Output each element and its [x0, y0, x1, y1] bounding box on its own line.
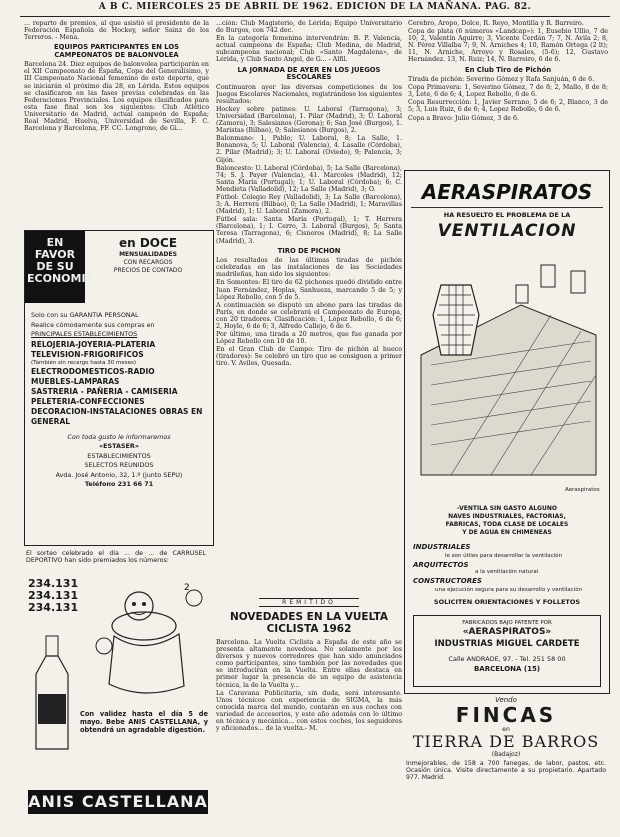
aer-caption: Aeraspiratos — [565, 487, 600, 493]
aer-title: AERASPIRATOS — [411, 177, 603, 208]
column-1 — [24, 20, 209, 226]
col2-p10: A continuación se disputó un abono para las tiradas de París, en donde se celebrará el Campeonato de Europa, con 20 tiradores. Clasificación: 1, López Rebollo, 6 de 6; 2, Hoyle, 6 de 6; 3, Alfredo Callejo, 6 de 6. — [216, 301, 402, 330]
ad-mensualidades: MENSUALIDADES — [119, 251, 177, 258]
col2-p3: Hockey sobre patines: U. Laboral (Tarragona), 3; Universidad (Barcelona), 1. Pilar (Madrid), 3; U. Laboral (Zamora), 3; Salesianos (Gerona); 6; San José (Burgos), 1. Maristas (Bilbao), 0; Salesianos (Burgos), 2. — [216, 105, 402, 135]
ad-estab: ESTABLECIMIENTOS — [87, 451, 151, 460]
col2-top: ...ción: Club Magisterio, de Lérida; Equipo Universitario de Burgos, con 742 dec. — [216, 20, 402, 35]
aer-subtitle: HA RESUELTO EL PROBLEMA DE LA — [443, 211, 571, 219]
anis-intro: El sorteo celebrado el día ... de ... de CARRUSEL DEPORTIVO han sido premiados los números: — [26, 550, 206, 565]
ad-item: ELECTRODOMESTICOS-RADIO — [31, 366, 155, 376]
col3-p1: Copa de plata (6 números «Landcap»): 1, Eusebio Ullio, 7 de 10; 2, Valentín Aguirre; 3, Vicente Cerdán 7; 7, N. Avila 2; 8, N. Pérez Villalba 7; 9, N. Arniches 4; 10, Ramón Ortega (2 lt); 11, N. Arniche, Arroyo y Rosales, (5-6); 12, Gustavo Hernández. 13, N. Ruiz; 14, N. Barreiro, 6 de 6. — [408, 28, 608, 64]
page-header: A B C. MIERCOLES 25 DE ABRIL DE 1962. EDICION DE LA MAÑANA. PAG. 82. — [20, 2, 610, 17]
ad-intro1: Solo con su GARANTIA PERSONAL — [31, 311, 139, 319]
col1-heading: EQUIPOS PARTICIPANTES EN LOS CAMPEONATOS DE BALONVOLEA — [53, 43, 180, 59]
ad-precios: PRECIOS DE CONTADO — [113, 267, 183, 274]
bottle-illustration — [28, 634, 78, 754]
factory-roof-illustration — [411, 245, 601, 485]
ad-en-doce: en DOCE — [118, 236, 178, 250]
fincas-tierra: TIERRA DE BARROS — [412, 732, 600, 751]
ad-estaser — [24, 230, 214, 546]
ad-item: SASTRERIA - PAÑERIA - CAMISERIA — [31, 386, 178, 396]
aer-note2: a la ventilación natural — [475, 569, 539, 575]
aer-city: BARCELONA (15) — [473, 665, 541, 673]
aer-line: FABRICAS, TODA CLASE DE LOCALES — [445, 521, 569, 528]
aer-solicite: SOLICITEN ORIENTACIONES Y FOLLETOS — [433, 598, 581, 606]
remitido-label: REMITIDO — [259, 598, 359, 607]
svg-text:2: 2 — [184, 583, 190, 593]
col3-top: Cerebro, Aropo, Dolce, R. Reyo, Montilla y R. Barreiro. — [408, 20, 584, 27]
anis-number: 234.131 — [28, 577, 79, 590]
aer-fab: FABRICADOS BAJO PATENTE POR — [462, 620, 552, 626]
aer-industriales: INDUSTRIALES — [413, 543, 471, 551]
aer-constructores: CONSTRUCTORES — [413, 577, 482, 585]
col2-p5: Baloncesto: U. Laboral (Córdoba), 5; La Salle (Barcelona), 74; S. J. Payer (Valencia), 41. Marcoles (Madrid), 12; Santa María (Portugal); 1; U. Laboral (Córdoba); 6; C. Mendieta (Valladolid), 12; La Salle (Madrid), 3; O. — [216, 164, 402, 193]
ad-item: MUEBLES-LAMPARAS — [31, 376, 120, 386]
aer-ventilacion: VENTILACION — [437, 221, 577, 241]
aer-fab-co: INDUSTRIAS MIGUEL CARDETE — [434, 639, 580, 649]
aer-note3: una ejecución segura para su desarrollo y ventilación — [435, 587, 583, 593]
col2-p1: En la categoría femenina intervendrán: B. P. Valencia, actual campeona de España; Club Medina, de Madrid, subcampeona nacional; Club «Santo Magdalena», de Lérida, y Club Santo Angel, de G... - Alfil. — [216, 35, 402, 64]
anis-number: 234.131 — [28, 601, 79, 614]
col2-p12: En el Gran Club de Campo: Tiro de pichón al hueco (tiradores): Se celebró un tiro que se consiguen a primer tiro. V. Aviles, Quesada. — [216, 346, 402, 368]
col2-p11: Por último, una tirada a 20 metros, que fue ganada por López Rebollo con 10 de 10. — [216, 331, 402, 346]
ad-item: DECORACION-INSTALACIONES OBRAS EN GENERAL — [31, 406, 203, 426]
col3-p4: Copa Resurrección: 1, Javier Serrano, 5 de 6; 2, Blanco, 3 de 5; 3, Luis Ruiz, 6 de 6; 4, Lopez Rebollo, 6 de 6. — [408, 99, 608, 114]
ad-body — [31, 311, 207, 490]
column-3 — [408, 20, 608, 160]
ad-selectos: SELECTOS REUNIDOS — [84, 461, 154, 469]
ad-item: RELOJERIA-JOYERIA-PLATERIA — [31, 339, 156, 349]
remitido-p1: Barcelona. La Vuelta Ciclista a España de este año se presenta altamente novedosa. No solamente por los diversos y nuevos corredores que han sido anunciados como participantes, sino también por las novedades que se introducirán en la Vuelta. Entre ellas destaca en primer lugar la presencia de un equipo de asistencia técnica, la de la Vuelta y... — [216, 639, 402, 689]
ad-intro3: PRINCIPALES ESTABLECIMIENTOS — [31, 330, 138, 338]
anis-numbers — [28, 578, 78, 614]
aer-note1: le son útiles para desarrollar la ventilación — [445, 553, 563, 559]
fincas-text: Inmejorables, de 158 a 700 fanegas, de labor, pastos, etc. Ocasión única. Visite directamente a su propietario. Apartado 977. Madrid. — [406, 760, 606, 782]
remitido-article — [214, 596, 404, 810]
col2-p2: Continuaron ayer las diversas competiciones de los Juegos Escolares Nacionales, registrándose los siguientes resultados: — [216, 83, 402, 105]
remitido-title2: CICLISTA 1962 — [266, 623, 352, 635]
anis-brand: ANIS CASTELLANA — [28, 790, 208, 814]
ad-fincas — [404, 696, 608, 816]
ad-item: PELETERIA-CONFECCIONES — [31, 396, 145, 406]
ad-intro2: Realice cómodamente sus compras en — [31, 320, 155, 329]
col2-p6: Fútbol: Colegio Rey (Valladolid), 3; La Salle (Barcelona), 3; A. Herrera (Bilbao), 0; La Salle (Madrid), 1; Maravillas (Madrid), 1; U. Laboral (Zamora), 2. — [216, 193, 402, 216]
ad-phone: Teléfono 231 66 71 — [84, 480, 154, 488]
aer-address: Calle ANDRADE, 97. - Tel. 251 58 00 — [448, 655, 566, 663]
remitido-title1: NOVEDADES EN LA VUELTA — [229, 611, 389, 623]
aer-arquitectos: ARQUITECTOS — [413, 561, 469, 569]
ad-en-favor: EN FAVOR DE SU ECONOMIA — [25, 231, 85, 303]
anis-illustration — [84, 576, 209, 706]
col2-heading: LA JORNADA DE AYER EN LOS JUEGOS ESCOLARES — [237, 65, 381, 82]
col3-p5: Copa a Bravo: Julio Gómez, 3 de 6. — [408, 114, 520, 122]
ad-brand: «ESTASER» — [99, 442, 139, 450]
anis-validity: Con validez hasta el día 5 de mayo. Bebe ANIS CASTELLANA, y obtendrá un agradable digestión. — [80, 710, 208, 734]
col1-intro: ... reparto de premios, al que asistió el presidente de la Federación Española de Hockey, señor Sainz de los Terreros. - Mena. — [24, 20, 209, 42]
aer-line: Y DE AGUA EN CHIMENEAS — [462, 529, 552, 536]
aer-fab-name: «AERASPIRATOS» — [462, 627, 552, 637]
col3-heading: En Club Tiro de Pichón — [464, 65, 552, 74]
col2-p7: Fútbol sala: Santa María (Portugal), 1; T. Herrera (Barcelona), 1; I. Cerro, 3. Laboral (Burgos), 5; Santa Teresa (Tarragona), 6; Cisneros (Madrid), 8; La Salle (Madrid), 3. — [216, 216, 402, 245]
fincas-title: FINCAS — [455, 703, 557, 727]
col2-p4: Balonmano: 1, Pablo; U. Laboral, 8; La Salle, 1. Bonanova, 5; U. Laboral (Valencia), 4. Lasalle (Córdoba), 2. Pilar (Madrid); 3; U. Laboral (Oviedo), 9; Palencia, 3; Gijón. — [216, 135, 402, 164]
ad-item: TELEVISION-FRIGORIFICOS — [31, 349, 144, 359]
col2-p9: En Somontes: El tiro de 62 pichones quedó dividido entre Juan Fernández, Hoplas, Sanhueza, marcando 5 de 5; y López Rebollo, con 5 de 5. — [216, 279, 402, 301]
ad-info: Con toda gusto le informaremos — [67, 432, 171, 441]
col2-heading2: TIRO DE PICHON — [277, 246, 341, 255]
col3-p3: Copa Primavera: 1, Severino Gómez, 7 de 8; 2, Mallo, 8 de 8; 3, Lete, 6 de 6; 4, Lopez Rebollo, 6 de 6. — [408, 84, 608, 99]
col2-p8: Los resultados de las últimas tiradas de pichón celebradas en las instalaciones de las Sociedades madrileñas, han sido los siguientes: — [216, 257, 402, 279]
ad-anis-castellana — [24, 548, 212, 818]
ad-con-recargos: CON RECARGOS — [123, 259, 173, 266]
ad-aeraspiratos — [404, 170, 610, 694]
remitido-p2: La Caravana Publicitaria, sin duda, será interesante. Unos técnicos con experiencia de SIGMA, la más conocida marca del mundo, contarán en sus coches con variedad de accesorios, y este año además con lo último en técnica y mecánica... con estos coches, los seguidores y aficionados... de la vuelta.- M. — [216, 689, 402, 733]
fincas-vendo: Vendo — [495, 696, 517, 704]
col1-text: Barcelona 24. Diez equipos de balonvolea participarán en el XII Campeonato de España, Copa del Generalísimo, y III Campeonato Nacional femenino de este deporte, que se iniciarán el próximo día 28, en Lérida. Estos equipos se clasificaron en las fases previas celebradas en las Federaciones Provinciales. Los equipos clasificados para esta fase final son los siguientes: Club Atlético Universitario de Madrid, actual campeón de España; Real Madrid, Huelva, Universidad de Sevilla, F. C. Barcelona y Barcelona, FF. CC. Longrono, de Gi... — [24, 61, 209, 133]
aer-line: -VENTILA SIN GASTO ALGUNO — [457, 505, 557, 512]
aer-line: NAVES INDUSTRIALES, FACTORIAS, — [448, 513, 566, 520]
ad-doce-block — [89, 235, 207, 275]
ad-address: Avda. José Antonio, 32, 1.º (junto SEPU) — [55, 470, 183, 479]
fincas-en: en — [502, 726, 510, 733]
remitido-body — [216, 639, 402, 733]
column-2 — [216, 20, 402, 590]
anis-number: 234.131 — [28, 589, 79, 602]
col3-p2: Tirada de pichón: Severino Gómez y Rafa Sanjuán, 6 de 6. — [408, 76, 595, 84]
ad-item-note: (También sin recargo hasta 30 meses) — [31, 359, 137, 366]
aer-maker-box — [413, 615, 601, 687]
fincas-prov: (Badajoz) — [491, 751, 521, 758]
